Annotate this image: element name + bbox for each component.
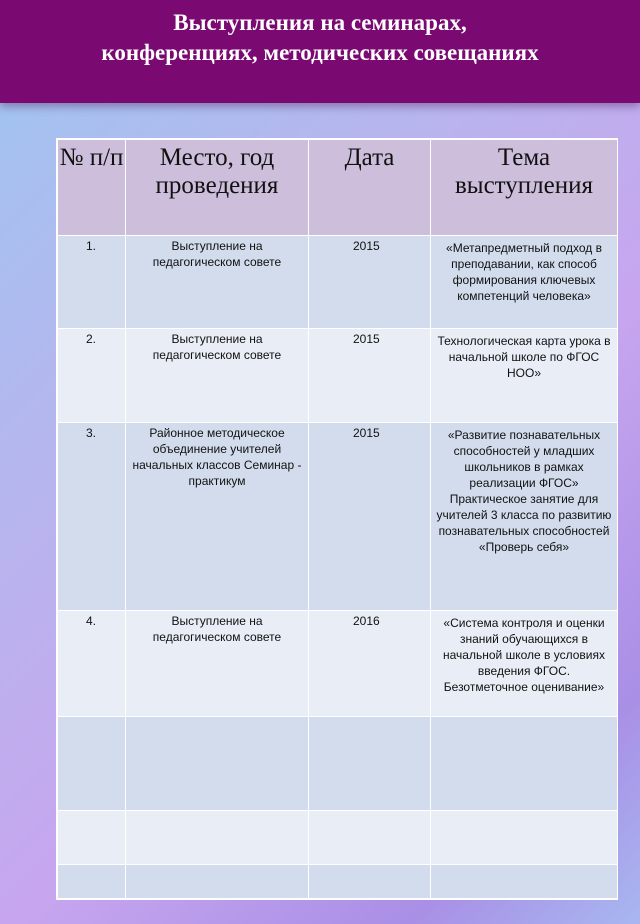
cell-empty — [58, 811, 126, 865]
table-row — [58, 236, 618, 329]
speeches-table — [57, 139, 618, 899]
cell-empty — [126, 811, 309, 865]
cell-topic: Технологическая карта урока в начальной школе по ФГОС НОО» — [431, 329, 618, 423]
page-title-line-2: конференциях, методических совещаниях — [101, 40, 539, 65]
table-row — [58, 329, 618, 423]
cell-topic: «Развитие познавательных способностей у младших школьников в рамках реализации ФГОС» Практическое занятие для учителей 3 класса по развитию познавательных способностей «Проверь себя» — [431, 423, 618, 611]
cell-empty — [431, 811, 618, 865]
cell-num: 1. — [58, 236, 126, 329]
cell-empty — [309, 865, 431, 899]
cell-date: 2015 — [309, 329, 431, 423]
cell-place: Выступление на педагогическом совете — [126, 329, 309, 423]
cell-num: 4. — [58, 611, 126, 717]
cell-empty — [309, 811, 431, 865]
cell-empty — [126, 865, 309, 899]
cell-empty — [431, 717, 618, 811]
cell-date: 2016 — [309, 611, 431, 717]
speeches-table-container — [56, 138, 618, 900]
cell-date: 2015 — [309, 236, 431, 329]
cell-topic: «Метапредметный подход в преподавании, как способ формирования ключевых компетенций человека» — [431, 236, 618, 329]
page-title-line-1: Выступления на семинарах, — [173, 10, 467, 35]
cell-num: 3. — [58, 423, 126, 611]
header-num: № п/п — [58, 140, 126, 236]
table-row — [58, 423, 618, 611]
cell-place: Выступление на педагогическом совете — [126, 611, 309, 717]
cell-empty — [309, 717, 431, 811]
header-topic: Тема выступления — [431, 140, 618, 236]
header-date: Дата — [309, 140, 431, 236]
cell-place: Районное методическое объединение учителей начальных классов Семинар - практикум — [126, 423, 309, 611]
header-place: Место, год проведения — [126, 140, 309, 236]
table-row-empty — [58, 811, 618, 865]
cell-empty — [431, 865, 618, 899]
cell-empty — [58, 865, 126, 899]
table-header-row — [58, 140, 618, 236]
table-row-empty — [58, 717, 618, 811]
title-banner — [0, 0, 640, 103]
cell-empty — [58, 717, 126, 811]
cell-date: 2015 — [309, 423, 431, 611]
cell-num: 2. — [58, 329, 126, 423]
cell-place: Выступление на педагогическом совете — [126, 236, 309, 329]
cell-topic: «Система контроля и оценки знаний обучающихся в начальной школе в условиях введения ФГОС. Безотметочное оценивание» — [431, 611, 618, 717]
table-row — [58, 611, 618, 717]
table-row-empty — [58, 865, 618, 899]
cell-empty — [126, 717, 309, 811]
